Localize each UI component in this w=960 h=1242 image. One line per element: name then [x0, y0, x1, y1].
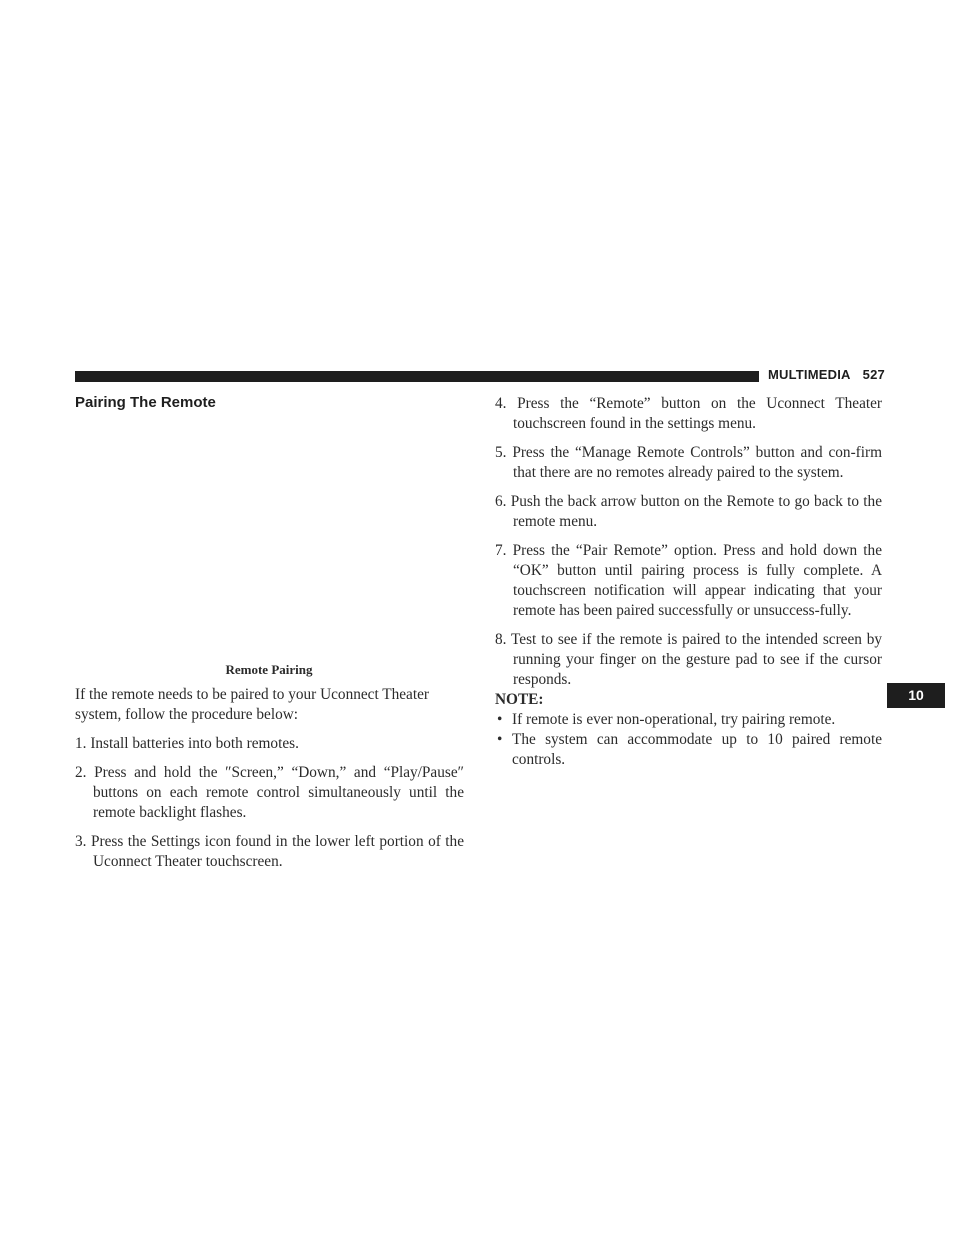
step-item [495, 541, 882, 621]
header-rule [75, 371, 759, 382]
page-number: 527 [862, 367, 885, 382]
note-bullet [495, 730, 882, 770]
bullet-dot-icon: • [497, 711, 503, 728]
step-item [495, 394, 882, 434]
step-text: Push the back arrow button on the Remote to go back to the remote menu. [510, 493, 882, 530]
step-item [495, 492, 882, 532]
chapter-tab: 10 [887, 683, 945, 708]
note-bullet-text: The system can accommodate up to 10 paired remote controls. [512, 731, 882, 768]
step-number: 6. [495, 493, 507, 510]
step-item [495, 443, 882, 483]
step-text: Press the “Remote” button on the Uconnect Theater touchscreen found in the settings menu. [513, 395, 882, 432]
note-bullet [495, 710, 882, 730]
step-item [75, 734, 464, 754]
step-text: Press the Settings icon found in the lower left portion of the Uconnect Theater touchscreen. [90, 833, 464, 870]
note-bullet-text: If remote is ever non-operational, try pairing remote. [512, 711, 836, 728]
step-number: 5. [495, 444, 507, 461]
step-item [75, 763, 464, 823]
note-heading: NOTE: [495, 691, 544, 708]
bullet-dot-icon: • [497, 731, 503, 748]
step-text: Press the “Manage Remote Controls” button and con-firm that there are no remotes already paired to the system. [512, 444, 882, 481]
step-number: 1. [75, 735, 87, 752]
step-number: 2. [75, 764, 87, 781]
left-column [75, 685, 464, 872]
step-text: Test to see if the remote is paired to the intended screen by running your finger on the gesture pad to see if the cursor responds. [511, 631, 882, 688]
step-number: 7. [495, 542, 507, 559]
step-text: Install batteries into both remotes. [90, 735, 299, 752]
step-item [495, 630, 882, 690]
intro-paragraph: If the remote needs to be paired to your Uconnect Theater system, follow the procedure below: [75, 686, 429, 723]
step-number: 3. [75, 833, 87, 850]
section-name: MULTIMEDIA [768, 367, 851, 382]
step-number: 8. [495, 631, 507, 648]
figure-caption: Remote Pairing [225, 662, 313, 677]
step-text: Press and hold the ″Screen,” “Down,” and “Play/Pause″ buttons on each remote control simultaneously until the remote backlight flashes. [93, 764, 464, 821]
step-number: 4. [495, 395, 507, 412]
section-title: Pairing The Remote [75, 394, 216, 411]
right-column [495, 394, 882, 770]
step-text: Press the “Pair Remote” option. Press and hold down the “OK” button until pairing process is fully complete. A touchscreen notification will appear indicating that your remote has been paired successfully or unsuccess-fully. [512, 542, 882, 619]
running-head [768, 367, 885, 382]
step-item [75, 832, 464, 872]
